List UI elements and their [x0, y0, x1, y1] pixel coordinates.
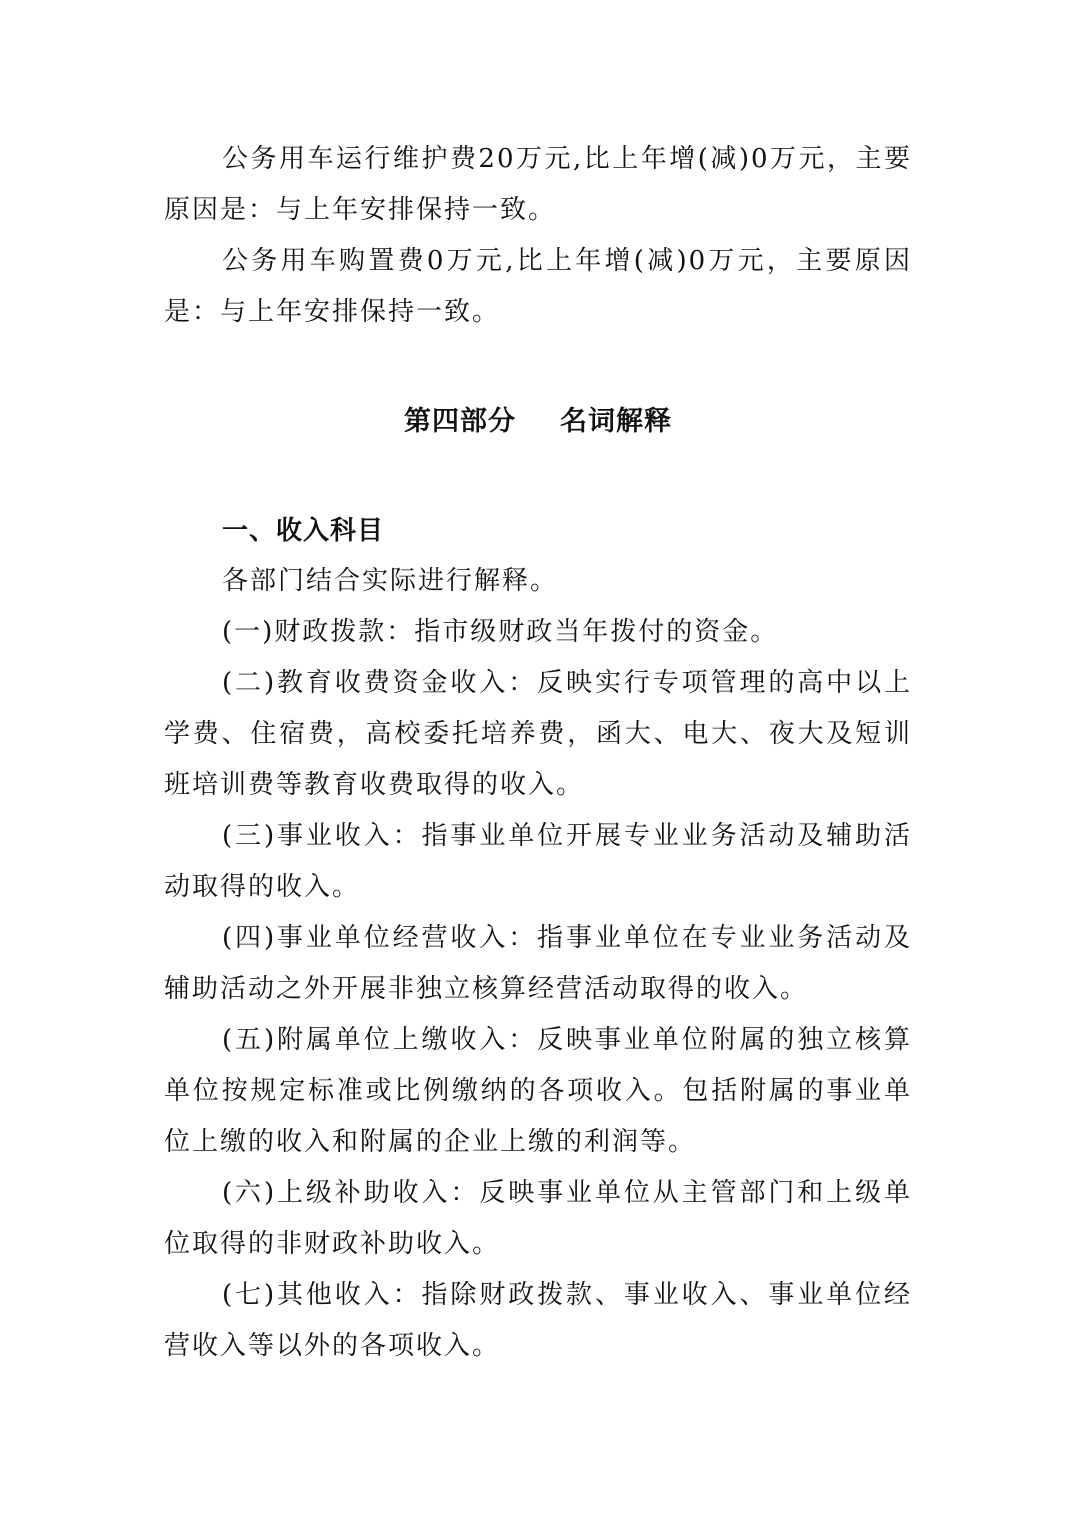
paragraph-vehicle-maintenance: 公务用车运行维护费20万元,比上年增(减)0万元，主要原因是：与上年安排保持一致。: [164, 144, 912, 225]
paragraph-item-7: (七)其他收入：指除财政拨款、事业收入、事业单位经营收入等以外的各项收入。: [164, 1280, 912, 1361]
section-title: [164, 402, 912, 442]
paragraph-item-6: (六)上级补助收入：反映事业单位从主管部门和上级单位取得的非财政补助收入。: [164, 1178, 912, 1259]
section-title-part: 第四部分: [404, 406, 516, 437]
paragraph-item-1: (一)财政拨款：指市级财政当年拨付的资金。: [222, 617, 779, 647]
paragraph-item-3: (三)事业收入：指事业单位开展专业业务活动及辅助活动取得的收入。: [164, 821, 912, 902]
paragraph-intro: 各部门结合实际进行解释。: [222, 566, 559, 596]
paragraph-item-5: (五)附属单位上缴收入：反映事业单位附属的独立核算单位按规定标准或比例缴纳的各项收入。包括附属的事业单位上缴的收入和附属的企业上缴的利润等。: [164, 1025, 912, 1157]
section-title-name: 名词解释: [560, 406, 672, 437]
document-page: [164, 134, 912, 1372]
paragraph-item-4: (四)事业单位经营收入：指事业单位在专业业务活动及辅助活动之外开展非独立核算经营活动取得的收入。: [164, 923, 912, 1004]
paragraph-vehicle-purchase: 公务用车购置费0万元,比上年增(减)0万元，主要原因是：与上年安排保持一致。: [164, 246, 912, 327]
paragraph-item-2: (二)教育收费资金收入：反映实行专项管理的高中以上学费、住宿费，高校委托培养费，函大、电大、夜大及短训班培训费等教育收费取得的收入。: [164, 668, 912, 800]
subsection-title: 一、收入科目: [222, 516, 385, 546]
